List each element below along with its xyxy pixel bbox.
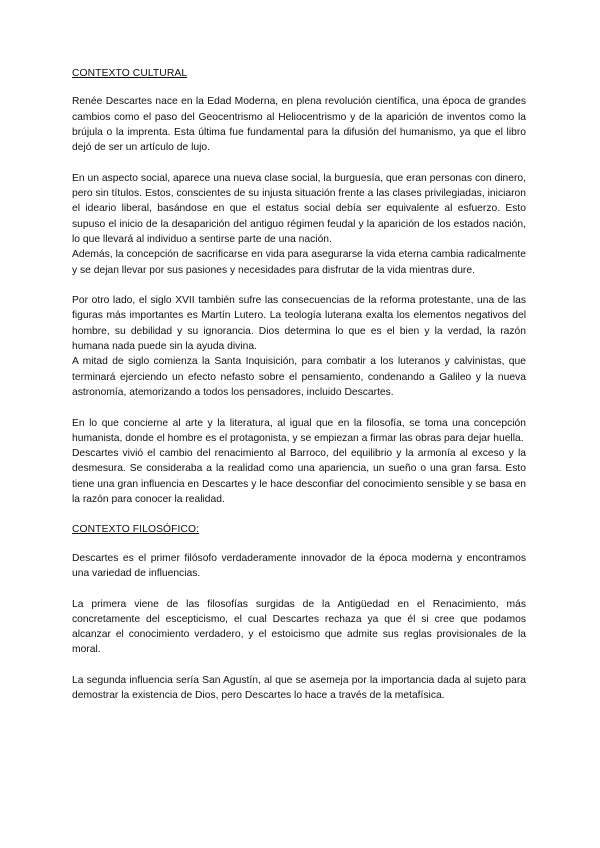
paragraph: La segunda influencia sería San Agustín, al que se asemeja por la importancia dada al sujeto para demostrar la existencia de Dios, pero Descartes lo hace a través de la metafísica. [72,674,526,702]
paragraph: La primera viene de las filosofías surgidas de la Antigüedad en el Renacimiento, más concretamente del escepticismo, el cual Descartes rechaza ya que él si cree que podamos alcanzar el conocimiento verdadero, y el estoicismo que admite sus reglas provisionales de la moral. [72,598,526,656]
section-heading-cultural: CONTEXTO CULTURAL [72,68,188,79]
paragraph: Además, la concepción de sacrificarse en vida para asegurarse la vida eterna cambia radicalmente y se dejan llevar por sus pasiones y necesidades para disfrutar de la vida mientras dure. [72,249,526,276]
paragraph: Descartes vivió el cambio del renacimiento al Barroco, del equilibrio y la armonía al exceso y la desmesura. Se consideraba a la realidad como una apariencia, un sueño o una gran farsa. Esto tiene una gran influencia en Descartes y le hace desconfiar del conocimiento sensible y se basa en la razón para conocer la realidad. [72,448,526,506]
paragraph: Renée Descartes nace en la Edad Moderna, en plena revolución científica, una época de grandes cambios como el paso del Geocentrismo al Heliocentrismo y de la aparición de inventos como la brújula o la imprenta. Esta última fue fundamental para la difusión del humanismo, ya que el libro dejó de ser un artículo de lujo. [72,96,526,154]
paragraph: Descartes es el primer filósofo verdaderamente innovador de la época moderna y encontramos una variedad de influencias. [72,552,526,579]
section-heading-philosophical: CONTEXTO FILOSÓFICO: [72,524,200,536]
paragraph: Por otro lado, el siglo XVII también sufre las consecuencias de la reforma protestante, una de las figuras más importantes es Martín Lutero. La teología luterana exalta los elementos negativos del hombre, su debilidad y su ignorancia. Dios determina lo que es el bien y la verdad, la razón humana nada puede sin la ayuda divina. [72,295,526,353]
paragraph: A mitad de siglo comienza la Santa Inquisición, para combatir a los luteranos y calvinistas, que terminará ejerciendo un efecto nefasto sobre el pensamiento, condenando a Galileo y la nueva astronomía, atemorizando a todos los pensadores, incluido Descartes. [72,356,526,398]
paragraph: En lo que concierne al arte y la literatura, al igual que en la filosofía, se toma una concepción humanista, donde el hombre es el protagonista, y se empiezan a firmar las obras para dejar huella. [72,417,526,444]
document-page [72,66,526,704]
paragraph: En un aspecto social, aparece una nueva clase social, la burguesía, que eran personas con dinero, pero sin títulos. Estos, conscientes de su injusta situación frente a las clases privilegiadas, iniciaron el ideario liberal, basándose en que el estatus social debía ser equivalente al esfuerzo. Esto supuso el inicio de la desaparición del antiguo régimen feudal y la aparición de los estados nación, lo que llevará al individuo a sentirse parte de una nación. [72,172,526,245]
